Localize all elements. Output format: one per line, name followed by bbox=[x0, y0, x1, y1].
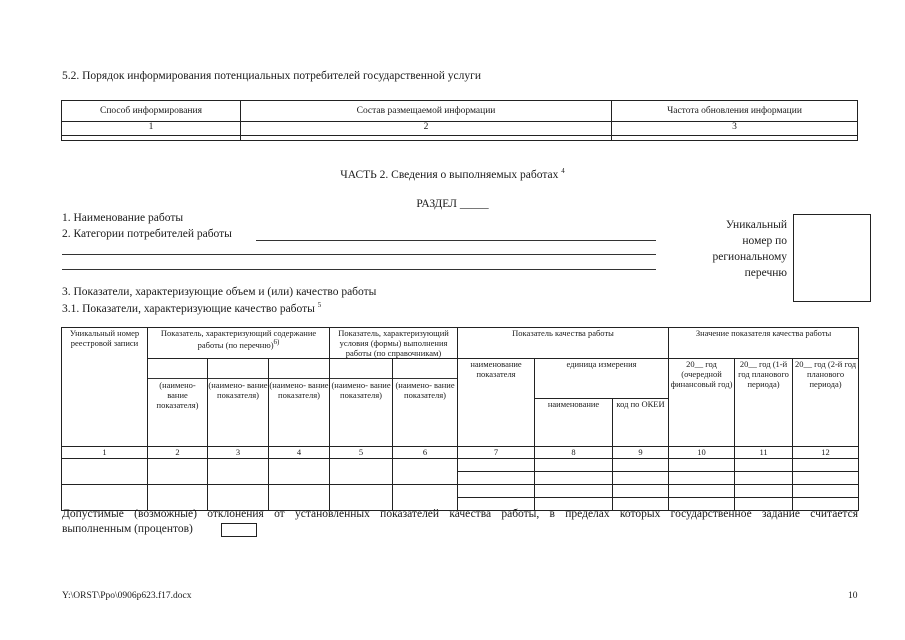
sub-col-5: (наимено- вание показателя) bbox=[330, 359, 393, 447]
fill-line bbox=[62, 269, 656, 270]
header-year-1: 20__ год (очередной финансовый год) bbox=[669, 359, 735, 447]
info-table bbox=[61, 100, 858, 141]
col-num-3: 3 bbox=[208, 447, 269, 459]
info-num-3: 3 bbox=[612, 122, 858, 136]
info-num-2: 2 bbox=[241, 122, 612, 136]
col-num-6: 6 bbox=[393, 447, 458, 459]
footer-path: Y:\ORST\Ppo\0906p623.f17.docx bbox=[62, 591, 192, 601]
col-num-1: 1 bbox=[62, 447, 148, 459]
info-header-content: Состав размещаемой информации bbox=[241, 101, 612, 122]
col-num-2: 2 bbox=[148, 447, 208, 459]
item-quality-indicators: 3.1. Показатели, характеризующие качество работы $^5$ bbox=[62, 301, 322, 315]
sub-col-4: (наимено- вание показателя) bbox=[269, 359, 330, 447]
table-cell[interactable] bbox=[458, 472, 535, 485]
col-num-7: 7 bbox=[458, 447, 535, 459]
header-year-3: 20__ год (2-й год планового периода) bbox=[793, 359, 859, 447]
part2-title: ЧАСТЬ 2. Сведения о выполняемых работах $^4$ bbox=[340, 167, 565, 181]
info-empty-cell bbox=[241, 136, 612, 141]
header-registry: Уникальный номер реестровой записи bbox=[62, 328, 148, 447]
col-num-8: 8 bbox=[535, 447, 613, 459]
header-value: Значение показателя качества работы bbox=[669, 328, 859, 359]
header-quality: Показатель качества работы bbox=[458, 328, 669, 359]
quality-table bbox=[61, 327, 859, 511]
table-cell[interactable] bbox=[62, 459, 148, 485]
table-cell[interactable] bbox=[669, 485, 735, 498]
col-num-10: 10 bbox=[669, 447, 735, 459]
fill-line bbox=[256, 240, 656, 241]
table-cell[interactable] bbox=[393, 459, 458, 485]
section-52-heading: 5.2. Порядок информирования потенциальных потребителей государственной услуги bbox=[62, 70, 482, 82]
table-cell[interactable] bbox=[208, 485, 269, 511]
col-num-5: 5 bbox=[330, 447, 393, 459]
unique-number-label: Уникальный номер по региональному перечню bbox=[712, 219, 787, 279]
sub-col-3: (наимено- вание показателя) bbox=[208, 359, 269, 447]
table-cell[interactable] bbox=[793, 472, 859, 485]
table-cell[interactable] bbox=[735, 472, 793, 485]
table-cell[interactable] bbox=[613, 485, 669, 498]
table-cell[interactable] bbox=[269, 485, 330, 511]
table-cell[interactable] bbox=[735, 485, 793, 498]
sub-col-6: (наимено- вание показателя) bbox=[393, 359, 458, 447]
table-cell[interactable] bbox=[613, 459, 669, 472]
header-okei: код по ОКЕИ bbox=[613, 399, 669, 447]
col-num-4: 4 bbox=[269, 447, 330, 459]
col-num-9: 9 bbox=[613, 447, 669, 459]
table-cell[interactable] bbox=[613, 472, 669, 485]
table-cell[interactable] bbox=[735, 459, 793, 472]
fill-line bbox=[62, 254, 656, 255]
table-cell[interactable] bbox=[458, 459, 535, 472]
table-cell[interactable] bbox=[535, 485, 613, 498]
info-num-1: 1 bbox=[62, 122, 241, 136]
deviation-percent-box[interactable] bbox=[221, 523, 257, 537]
table-cell[interactable] bbox=[669, 472, 735, 485]
header-indicator-name: наименование показателя bbox=[458, 359, 535, 447]
unique-number-box[interactable] bbox=[793, 214, 871, 302]
table-cell[interactable] bbox=[535, 459, 613, 472]
table-cell[interactable] bbox=[208, 459, 269, 485]
table-cell[interactable] bbox=[793, 459, 859, 472]
info-empty-cell bbox=[62, 136, 241, 141]
table-cell[interactable] bbox=[535, 472, 613, 485]
deviation-text-2: выполненным (процентов) bbox=[62, 523, 193, 535]
table-cell[interactable] bbox=[148, 459, 208, 485]
header-unit: единица измерения bbox=[535, 359, 669, 399]
header-conditions: Показатель, характеризующий условия (формы) выполнения работы (по справочникам) bbox=[330, 328, 458, 359]
item-volume-quality: 3. Показатели, характеризующие объем и (или) качество работы bbox=[62, 286, 377, 298]
table-cell[interactable] bbox=[330, 459, 393, 485]
table-cell[interactable] bbox=[330, 485, 393, 511]
table-cell[interactable] bbox=[458, 485, 535, 498]
item-consumer-categories: 2. Категории потребителей работы bbox=[62, 228, 232, 240]
table-cell[interactable] bbox=[62, 485, 148, 511]
sub-col-2: (наимено- вание показателя) bbox=[148, 359, 208, 447]
header-content: Показатель, характеризующий содержание работы (по перечню)$^{6)}$ bbox=[148, 328, 330, 359]
col-num-12: 12 bbox=[793, 447, 859, 459]
table-cell[interactable] bbox=[669, 459, 735, 472]
page-number: 10 bbox=[848, 591, 858, 601]
table-cell[interactable] bbox=[148, 485, 208, 511]
deviation-text: Допустимые (возможные) отклонения от установленных показателей качества работы, в пределах которых государственное задание считается bbox=[62, 508, 858, 520]
info-header-frequency: Частота обновления информации bbox=[612, 101, 858, 122]
info-header-method: Способ информирования bbox=[62, 101, 241, 122]
table-cell[interactable] bbox=[269, 459, 330, 485]
header-unit-name: наименование bbox=[535, 399, 613, 447]
table-cell[interactable] bbox=[393, 485, 458, 511]
header-year-2: 20__ год (1-й год планового периода) bbox=[735, 359, 793, 447]
info-empty-cell bbox=[612, 136, 858, 141]
table-cell[interactable] bbox=[793, 485, 859, 498]
razdel-label: РАЗДЕЛ _____ bbox=[416, 198, 489, 210]
item-work-name: 1. Наименование работы bbox=[62, 212, 184, 224]
col-num-11: 11 bbox=[735, 447, 793, 459]
